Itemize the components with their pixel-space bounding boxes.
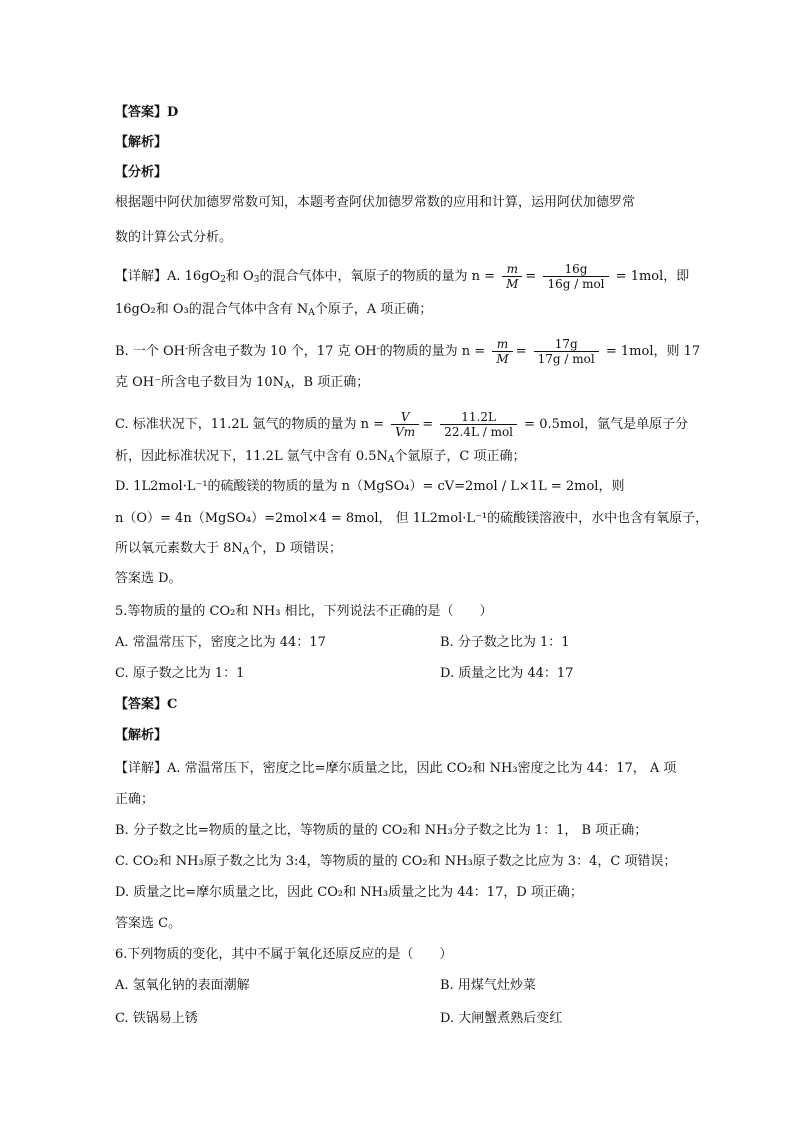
- analysis-text-2: 数的计算公式分析。: [115, 230, 233, 245]
- q5-option-c: C. 原子数之比为 1：1: [115, 666, 245, 681]
- q6-option-c: C. 铁锅易上锈: [115, 1011, 198, 1026]
- fenxi-label: 【分析】: [115, 165, 168, 180]
- analysis-text-1: 根据题中阿伏加德罗常数可知，本题考查阿伏加德罗常数的应用和计算，运用阿伏加德罗常: [115, 195, 636, 210]
- detail-A-mid1: 和 O: [225, 269, 254, 284]
- fraction-16g: $\frac{16g}{\text{16g / mol}}$: [543, 262, 608, 291]
- detail-B-line-2: 克 OH⁻所含电子数目为 $10N_A$，B 项正确；: [115, 375, 370, 391]
- answer-label: 【答案】D: [115, 105, 179, 120]
- q5-jiexi-label: 【解析】: [115, 728, 168, 743]
- q5-answer-label: 【答案】C: [115, 697, 178, 712]
- q5-detail-D: D. 质量之比=摩尔质量之比，因此 CO₂和 NH₃质量之比为 44：17，D 项正确；: [115, 885, 583, 900]
- detail-A-line: 【详解】A. $16gO_2$和 $O_3$的混合气体中，氧原子的物质的量为 n = $\frac{m}{M}$ = $\frac{16g}{\text{16g / mol}}$ = 1mol，即: [115, 262, 690, 291]
- fraction-11-2L: $\frac{11.2L}{\text{22.4L / mol}}$: [440, 410, 517, 439]
- detail-A-tail: = 1mol，即: [615, 269, 690, 284]
- detail-D-line-2: n（O）= 4n（MgSO₄）=2mol×4 = 8mol， 但 1L2mol·L⁻¹的硫酸镁溶液中，水中也含有氧原子，: [115, 511, 709, 526]
- q6-stem: 6.下列物质的变化，其中不属于氧化还原反应的是（ ）: [115, 947, 453, 962]
- q5-detail-A: 【详解】A. 常温常压下，密度之比=摩尔质量之比，因此 CO₂和 NH₃密度之比为 44：17， A 项: [115, 761, 677, 776]
- q5-detail-B: B. 分子数之比=物质的量之比，等物质的量的 CO₂和 NH₃分子数之比为 1：1， B 项正确；: [115, 823, 648, 838]
- detail-D-line-3: 所以氧元素数大于 $8N_A$个，D 项错误；: [115, 541, 342, 557]
- q5-option-a: A. 常温常压下，密度之比为 44：17: [115, 635, 326, 650]
- detail-A-line-2: 16gO₂和 O₃的混合气体中含有 $N_A$个原子，A 项正确；: [115, 302, 433, 318]
- q5-option-b: B. 分子数之比为 1：1: [440, 635, 570, 650]
- jiexi-label: 【解析】: [115, 135, 168, 150]
- fraction-m-over-M: $\frac{m}{M}$: [502, 262, 522, 291]
- detail-C-line-2: 析，因此标准状况下，11.2L 氩气中含有 $0.5N_A$个氩原子，C 项正确；: [115, 449, 526, 465]
- q6-option-d: D. 大闸蟹煮熟后变红: [440, 1011, 563, 1026]
- fraction-m-over-M-b: $\frac{m}{M}$: [492, 337, 512, 366]
- q5-option-d: D. 质量之比为 44：17: [440, 666, 574, 681]
- detail-C-line: C. 标准状况下，11.2L 氩气的物质的量为 n = $\frac{V}{Vm}$ = $\frac{11.2L}{\text{22.4L / mol}}$ = 0.5mol，氩气是单原子分: [115, 410, 689, 439]
- q4-conclusion: 答案选 D。: [115, 571, 182, 586]
- detail-A-mid2: 的混合气体中，氧原子的物质的量为 n =: [259, 269, 495, 284]
- q5-stem: 5.等物质的量的 CO₂和 NH₃ 相比，下列说法不正确的是（ ）: [115, 604, 493, 619]
- fraction-17g: $\frac{17g}{\text{17g / mol}}$: [534, 337, 599, 366]
- q6-option-a: A. 氢氧化钠的表面潮解: [115, 978, 250, 993]
- detail-A-prefix: 【详解】A. 16gO: [115, 269, 221, 284]
- detail-D-line: D. 1L2mol·L⁻¹的硫酸镁的物质的量为 n（MgSO₄）= cV=2mol / L×1L = 2mol，则: [115, 479, 625, 494]
- q5-detail-C: C. CO₂和 NH₃原子数之比为 3:4，等物质的量的 CO₂和 NH₃原子数之比应为 3：4，C 项错误；: [115, 854, 677, 869]
- q5-detail-A-2: 正确；: [115, 792, 155, 807]
- fraction-V-over-Vm: $\frac{V}{Vm}$: [391, 410, 419, 439]
- q5-conclusion: 答案选 C。: [115, 916, 182, 931]
- detail-B-line: B. 一个 OH-所含电子数为 10 个，17 克 OH-的物质的量为 n = $\frac{m}{M}$ = $\frac{17g}{\text{17g / mol}}$ = 1mol，则 17: [115, 337, 701, 366]
- q6-option-b: B. 用煤气灶炒菜: [440, 978, 536, 993]
